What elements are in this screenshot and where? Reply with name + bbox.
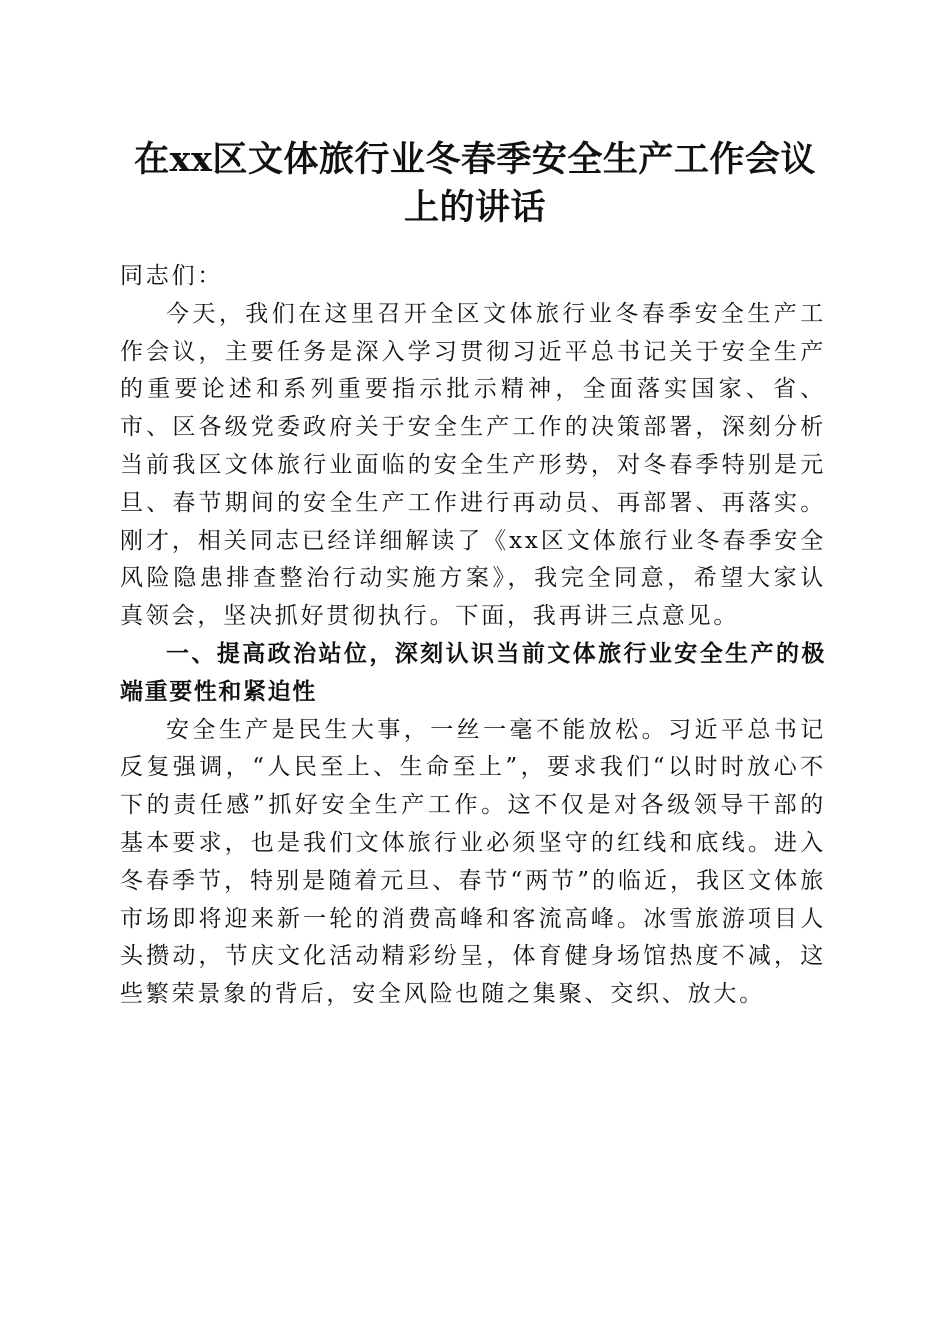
section-heading-1: 一、提高政治站位，深刻认识当前文体旅行业安全生产的极端重要性和紧迫性 xyxy=(120,640,826,705)
document-title xyxy=(100,136,850,232)
title-line-2: 上的讲话 xyxy=(403,187,546,228)
title-line-1: 在xx区文体旅行业冬春季安全生产工作会议 xyxy=(134,139,816,180)
salutation: 同志们： xyxy=(120,263,224,289)
document-body xyxy=(120,258,826,1014)
paragraph-section-1: 安全生产是民生大事，一丝一毫不能放松。习近平总书记反复强调，“人民至上、生命至上”，要求我们“以时时放心不下的责任感”抓好安全生产工作。这不仅是对各级领导干部的基本要求，也是我们文体旅行业必须坚守的红线和底线。进入冬春季节，特别是随着元旦、春节“两节”的临近，我区文体旅市场即将迎来新一轮的消费高峰和客流高峰。冰雪旅游项目人头攒动，节庆文化活动精彩纷呈，体育健身场馆热度不减，这些繁荣景象的背后，安全风险也随之集聚、交织、放大。 xyxy=(120,716,826,1008)
paragraph-opening: 今天，我们在这里召开全区文体旅行业冬春季安全生产工作会议，主要任务是深入学习贯彻习近平总书记关于安全生产的重要论述和系列重要指示批示精神，全面落实国家、省、市、区各级党委政府关于安全生产工作的决策部署，深刻分析当前我区文体旅行业面临的安全生产形势，对冬春季特别是元旦、春节期间的安全生产工作进行再动员、再部署、再落实。刚才，相关同志已经详细解读了《xx区文体旅行业冬春季安全风险隐患排查整治行动实施方案》，我完全同意，希望大家认真领会，坚决抓好贯彻执行。下面，我再讲三点意见。 xyxy=(120,300,826,630)
